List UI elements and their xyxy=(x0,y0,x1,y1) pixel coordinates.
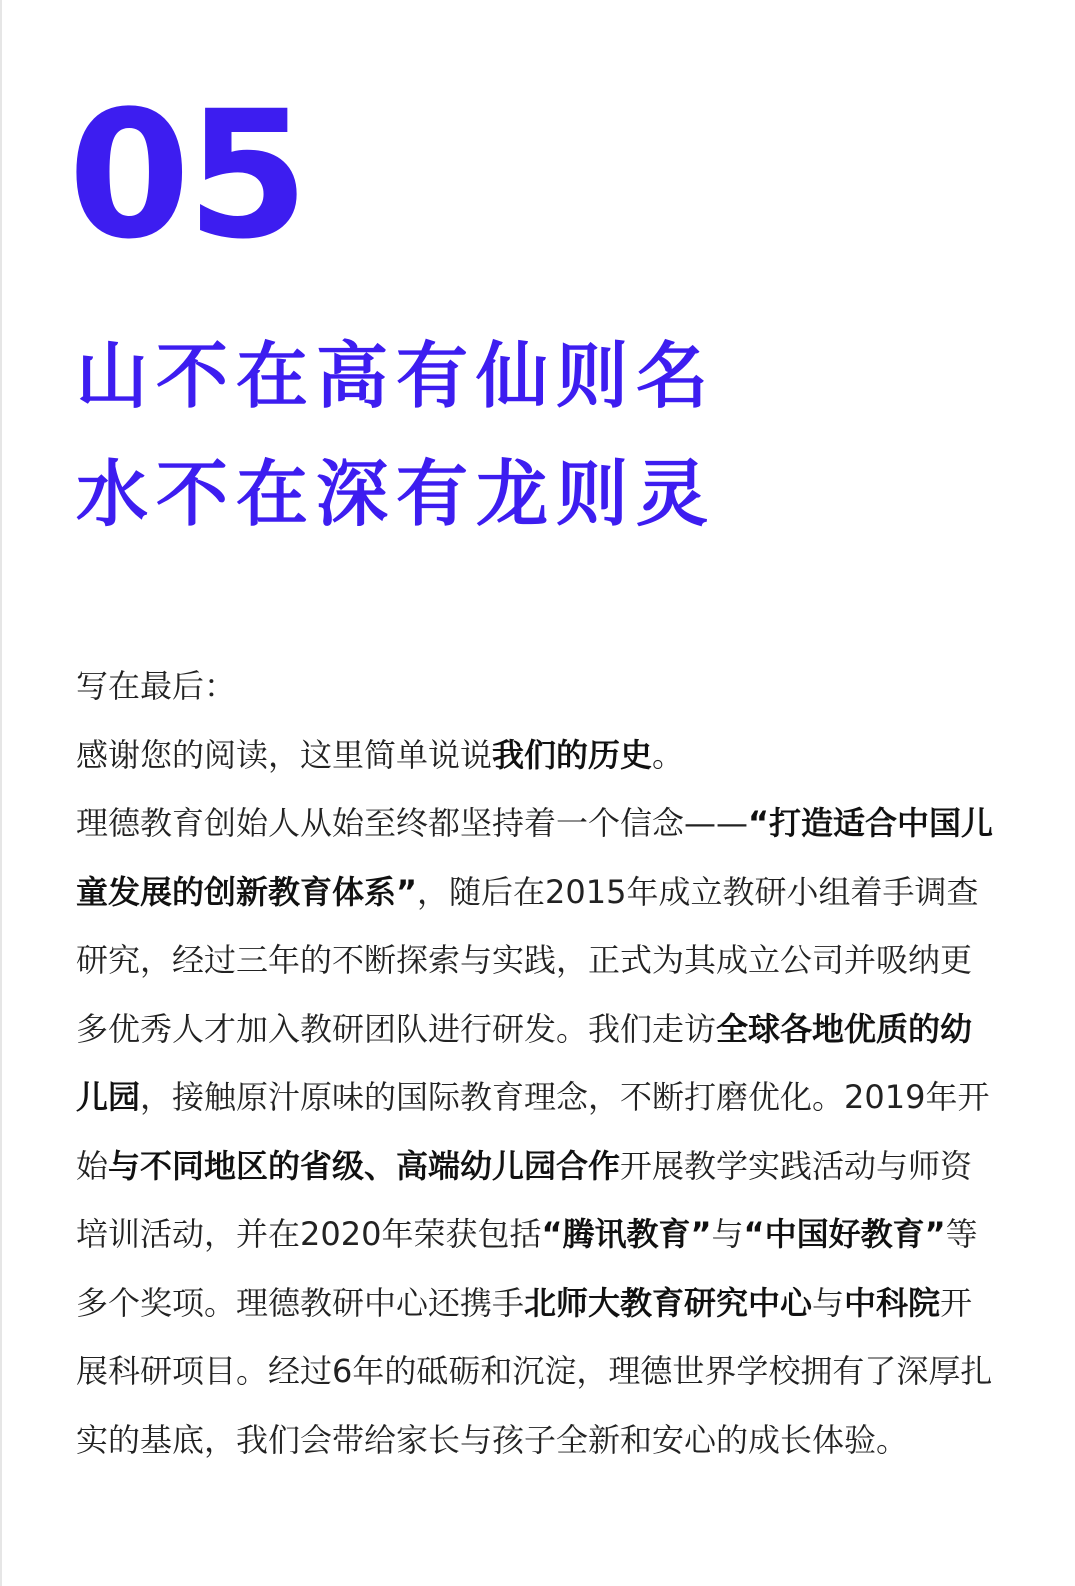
history-emphasis-award-2: “中国好教育” xyxy=(743,1215,946,1253)
history-text-g: 开展教学实践活动与师资培训活动，并在2020年荣获包括 xyxy=(76,1146,973,1253)
history-text-c: ，随后在2015年成立教研小组着手调查研究，经过三年的不断探索与实践，正式为其成立公司并吸纳更多优秀人才加入教研团队进行研发。我们走访 xyxy=(76,872,979,1048)
history-text-e: ，接触原汁原味的国际教育理念，不断打磨优化。2019年开始 xyxy=(76,1078,990,1185)
history-text-a: 理德教育创始人从始至终都坚持着一个信念—— xyxy=(76,804,749,842)
history-emphasis-partner-1: 北师大教育研究中心 xyxy=(524,1283,813,1322)
history-emphasis-kindergartens: 全球各地优质的幼儿园 xyxy=(76,1009,973,1116)
history-text-k: 等多个奖项。理德教研中心还携手 xyxy=(76,1215,978,1322)
history-emphasis-partner-2: 中科院 xyxy=(844,1283,941,1322)
thanks-text: 感谢您的阅读，这里简单说说 xyxy=(76,735,493,774)
section-number: 05 xyxy=(68,73,305,278)
history-text-i: 与 xyxy=(711,1215,744,1253)
intro-label: 写在最后： xyxy=(76,667,237,705)
history-emphasis-mission: “打造适合中国儿童发展的创新教育体系” xyxy=(76,804,994,911)
history-text-o: 开展科研项目。经过6年的砥砺和沉淀，理德世界学校拥有了深厚扎实的基底，我们会带给家长与孩子全新和安心的成长体验。 xyxy=(76,1283,993,1459)
headline-line-1: 山不在高有仙则名 xyxy=(76,334,717,418)
history-emphasis-cooperation: 与不同地区的省级、高端幼儿园合作 xyxy=(108,1146,621,1185)
history-paragraph xyxy=(76,789,996,1474)
thanks-emphasis: 我们的历史 xyxy=(492,735,653,774)
history-emphasis-award-1: “腾讯教育” xyxy=(541,1215,712,1253)
headline-line-2: 水不在深有龙则灵 xyxy=(76,452,717,536)
history-text-m: 与 xyxy=(812,1283,845,1322)
thanks-end: 。 xyxy=(652,735,685,774)
thanks-paragraph xyxy=(76,721,996,790)
closing-article xyxy=(76,652,996,1474)
